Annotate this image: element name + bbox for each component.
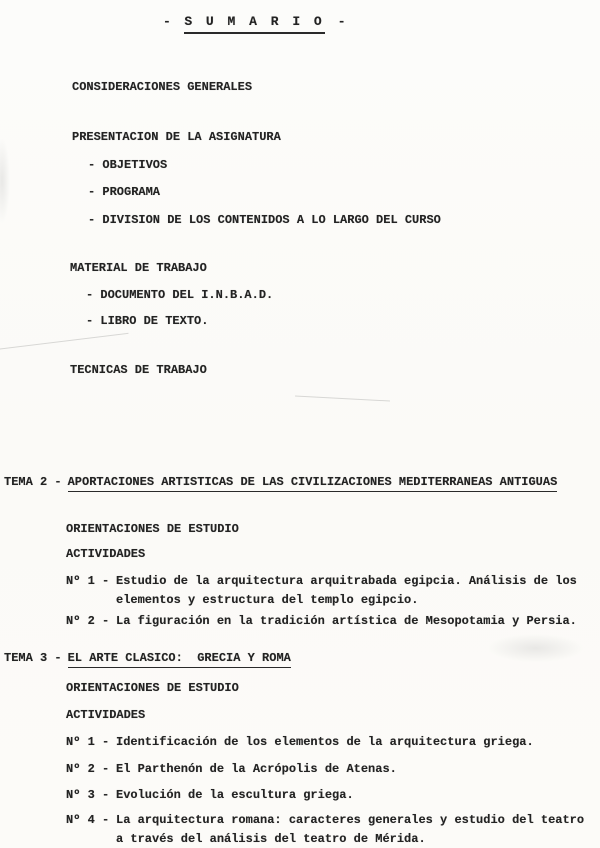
activity-number: Nº 4 - xyxy=(66,813,110,827)
toc-item-libro: - LIBRO DE TEXTO. xyxy=(86,314,209,328)
tema-3-actividades: ACTIVIDADES xyxy=(66,708,146,722)
activity-text: La figuración en la tradición artística de Mesopotamia y Persia. xyxy=(116,614,577,628)
activity-text: El Parthenón de la Acrópolis de Atenas. xyxy=(116,762,397,776)
toc-item-division: - DIVISION DE LOS CONTENIDOS A LO LARGO DEL CURSO xyxy=(88,213,441,227)
title-dash-right: - xyxy=(337,14,347,29)
scan-crease xyxy=(0,333,129,350)
activity-number: Nº 2 - xyxy=(66,614,110,628)
tema-3-activity-2 xyxy=(66,760,588,779)
activity-text: La arquitectura romana: caracteres generales y estudio del teatro a través del análisis del teatro de Mérida. xyxy=(116,813,585,846)
toc-item-objetivos: - OBJETIVOS xyxy=(88,158,168,172)
tema-3-title: EL ARTE CLASICO: GRECIA Y ROMA xyxy=(68,651,291,668)
toc-heading-consideraciones: CONSIDERACIONES GENERALES xyxy=(72,80,253,94)
toc-heading-tecnicas: TECNICAS DE TRABAJO xyxy=(70,363,207,377)
toc-item-programa: - PROGRAMA xyxy=(88,185,161,199)
tema-3-activity-3 xyxy=(66,786,588,805)
tema-3-label: TEMA 3 - xyxy=(4,651,62,665)
tema-2-activity-2 xyxy=(66,612,588,631)
activity-number: Nº 2 - xyxy=(66,762,110,776)
activity-text: Estudio de la arquitectura arquitrabada egipcia. Análisis de los elementos y estructura del templo egipcio. xyxy=(116,574,577,607)
activity-number: Nº 1 - xyxy=(66,574,110,588)
toc-heading-material: MATERIAL DE TRABAJO xyxy=(70,261,207,275)
tema-2-actividades: ACTIVIDADES xyxy=(66,547,146,561)
activity-text: Evolución de la escultura griega. xyxy=(116,788,354,802)
tema-3-heading xyxy=(4,651,291,668)
activity-text: Identificación de los elementos de la arquitectura griega. xyxy=(116,735,534,749)
tema-2-title: APORTACIONES ARTISTICAS DE LAS CIVILIZACIONES MEDITERRANEAS ANTIGUAS xyxy=(68,475,558,492)
title-dash-left: - xyxy=(163,14,172,29)
tema-3-orientaciones: ORIENTACIONES DE ESTUDIO xyxy=(66,681,239,695)
activity-number: Nº 3 - xyxy=(66,788,110,802)
activity-number: Nº 1 - xyxy=(66,735,110,749)
scan-smudge xyxy=(488,634,583,662)
title-text: S U M A R I O xyxy=(184,14,324,34)
toc-heading-presentacion: PRESENTACION DE LA ASIGNATURA xyxy=(72,130,281,144)
scan-crease xyxy=(295,396,390,402)
tema-2-heading xyxy=(4,475,557,492)
tema-3-activity-4 xyxy=(66,811,588,848)
tema-2-label: TEMA 2 - xyxy=(4,475,62,489)
tema-3-activity-1 xyxy=(66,733,588,752)
scan-smudge xyxy=(0,138,10,223)
tema-2-orientaciones: ORIENTACIONES DE ESTUDIO xyxy=(66,522,239,536)
toc-item-documento: - DOCUMENTO DEL I.N.B.A.D. xyxy=(86,288,274,302)
tema-2-activity-1 xyxy=(66,572,588,610)
page-title xyxy=(163,14,346,29)
